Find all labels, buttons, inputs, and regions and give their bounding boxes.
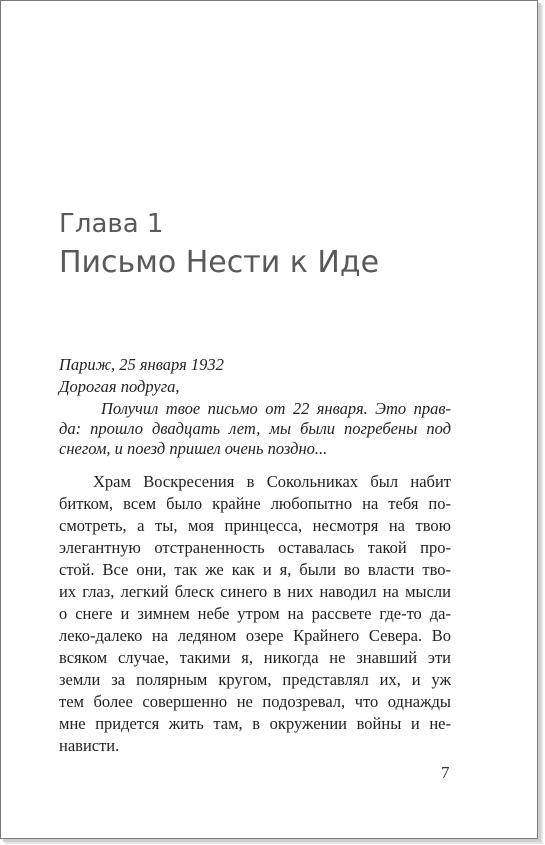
letter-salutation: Дорогая подруга, [59, 377, 180, 396]
body-line: нависти. [59, 736, 120, 755]
body-line: Храм Воскресения в Сокольниках был набит [93, 472, 451, 491]
body-line: смотреть, а ты, моя принцесса, несмотря на твою [59, 516, 451, 535]
body-line: элегантную отстраненность оставалась такой про- [59, 538, 451, 557]
chapter-title: Письмо Нести к Иде [59, 245, 380, 280]
body-line: леко-далеко на ледяном озере Крайнего Севера. Во [59, 626, 451, 645]
body-line: всяком случае, такими я, никогда не знавший эти [59, 648, 451, 667]
body-line: их глаз, легкий блеск синего в них наводил на мысли [59, 582, 451, 601]
chapter-number: Глава 1 [59, 209, 164, 239]
body-line: битком, всем было крайне любопытно на тебя по- [59, 494, 451, 513]
body-line: о снеге и зимнем небе утром на рассвете где-то да- [59, 604, 451, 623]
body-line: стой. Все они, так же как и я, были во власти тво- [59, 560, 451, 579]
page-number: 7 [441, 763, 450, 782]
body-line: земли за полярным кругом, представлял их, и уж [59, 670, 451, 689]
letter-line: да: прошло двадцать лет, мы были погребены под [59, 419, 451, 438]
letter-line: снегом, и поезд пришел очень поздно... [59, 439, 328, 458]
body-line: мне придется жить там, в окружении войны и не- [59, 714, 451, 733]
letter-line: Получил твое письмо от 22 января. Это прав- [101, 399, 451, 418]
body-line: тем более совершенно не подозревал, что однажды [59, 692, 451, 711]
letter-place-date: Париж, 25 января 1932 [59, 355, 224, 374]
